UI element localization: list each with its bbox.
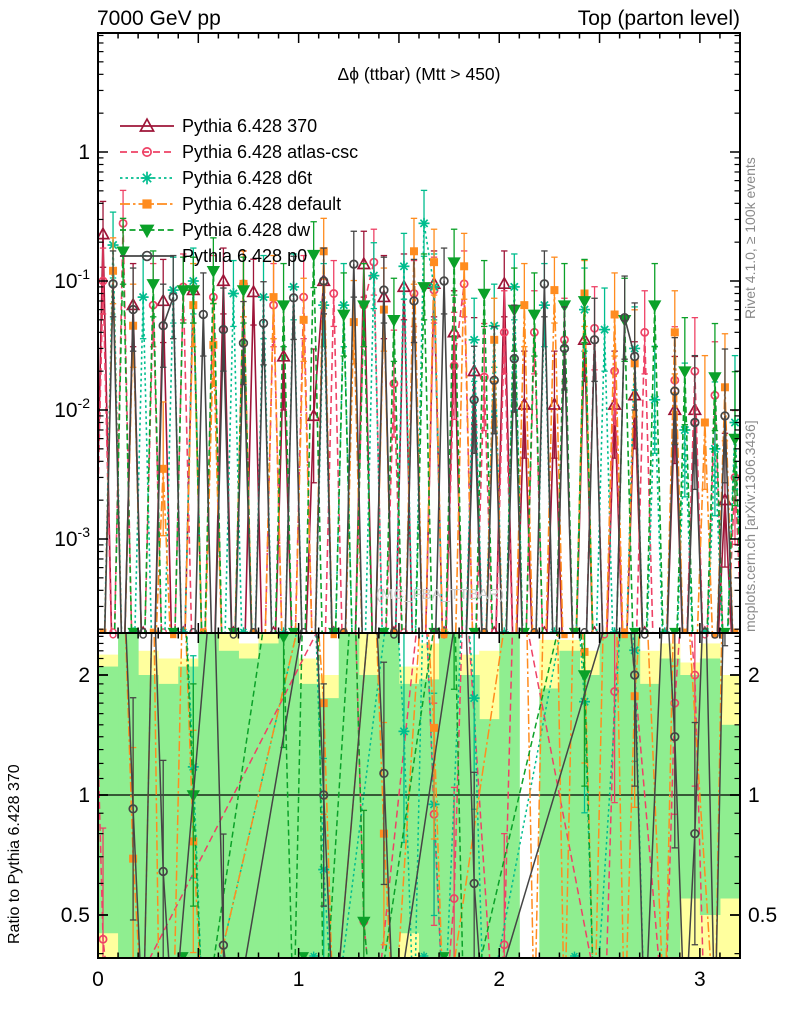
analysis-label: Top (parton level) xyxy=(577,7,740,30)
ratio-axis-label: Ratio to Pythia 6.428 370 xyxy=(6,764,23,944)
svg-text:1: 1 xyxy=(78,784,90,807)
svg-text:1: 1 xyxy=(748,784,760,807)
svg-text:3: 3 xyxy=(694,968,706,991)
svg-text:10-2: $10^{-2}$ xyxy=(54,395,90,422)
beam-energy-label: 7000 GeV pp xyxy=(97,7,221,30)
svg-text:0.5: 0.5 xyxy=(748,903,778,927)
svg-text:0.5: 0.5 xyxy=(60,903,90,927)
legend-item-atlas-csc: Pythia 6.428 atlas-csc xyxy=(182,142,359,162)
svg-text:0: 0 xyxy=(92,968,104,991)
plot-title: Δϕ (ttbar) (Mtt > 450) xyxy=(337,64,501,84)
svg-text:10-3: $10^{-3}$ xyxy=(54,524,90,551)
svg-text:2: 2 xyxy=(748,664,760,688)
rivet-version-label: Rivet 4.1.0, ≥ 100k events xyxy=(742,157,758,319)
svg-text:2: 2 xyxy=(78,664,90,688)
legend-item-370: Pythia 6.428 370 xyxy=(182,116,318,136)
legend-item-d6t: Pythia 6.428 d6t xyxy=(182,168,313,188)
svg-text:1: 1 xyxy=(292,968,305,991)
svg-text:10-1: $10^{-1}$ xyxy=(54,266,90,293)
svg-text:1: 1 xyxy=(78,141,90,164)
svg-text:2: 2 xyxy=(493,968,506,991)
watermark-label: (MC_FBA_TTBAR) xyxy=(375,586,505,603)
legend-item-p0: Pythia 6.428 p0 xyxy=(182,246,308,266)
legend-item-default: Pythia 6.428 default xyxy=(182,194,342,214)
legend-item-dw: Pythia 6.428 dw xyxy=(182,220,311,240)
mcplots-citation-label: mcplots.cern.ch [arXiv:1306.3436] xyxy=(742,420,758,632)
